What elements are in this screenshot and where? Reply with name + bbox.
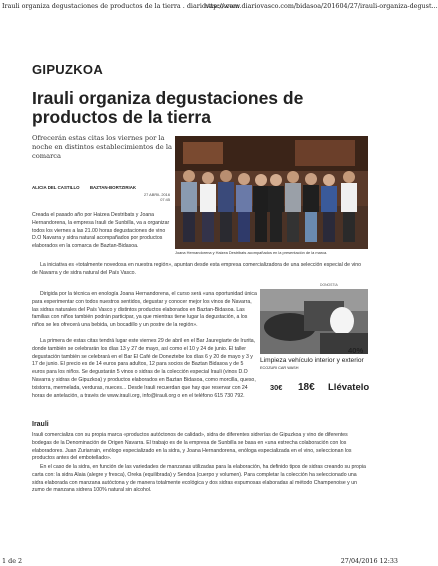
car-cleaning-image <box>260 289 368 354</box>
section-label[interactable]: GIPUZKOA <box>32 62 104 77</box>
page-url[interactable]: http://www.diariovasco.com/bidasoa/201604/27/irauli-organiza-degust... <box>204 2 438 10</box>
page-title: Irauli organiza degustaciones de productos de la tierra . diariovasco.com <box>2 2 240 10</box>
page-number: 1 de 2 <box>2 557 23 565</box>
article-paragraph-1: Creada el pasado año por Haizea Destribats y Joana Hernandorena, la empresa Irauli de Sunbilla, va a organizar todos los viernes a las 21.00 horas degustaciones de vino D.O Navarra y sidra natural acompañados por productos elaborados en la comarca de Baztan-Bidasoa. <box>32 212 170 250</box>
article-paragraph-2: La iniciativa es «totalmente novedosa en nuestra región», apuntan desde esta empresa comercializadora de una selección especial de vino de Navarra y de sidra natural del País Vasco. <box>32 262 361 276</box>
article-paragraph-6: En el caso de la sidra, en función de las variedades de manzanas utilizadas para la elaboración, ha definido tipos de sidras creando su propia carta con: la sidra Alaia (alegre y fresca), Oreka (equilibrada) y Sendoa (cuerpo y volumen). Para completar la colección ha seleccionado una sidra elaborada con manzana autóctona y de manera totalmente ecológica y dos sidras espumosas elaboradas al método Champenoise y un zumo de manzana sidrera 100% natural sin alcohol. <box>32 464 366 494</box>
ad-sponsor: DONOSTIA <box>320 283 338 287</box>
subheading: Irauli <box>32 421 49 428</box>
article-subtitle: Ofrecerán estas citas los viernes por la noche en distintos establecimientos de la comarca <box>32 134 172 160</box>
dateline <box>100 192 170 202</box>
article-paragraph-3: Dirigida por la técnica en enología Joana Hernandorena, el curso será «una oportunidad única para experimentar con todos nuestros sentidos, degustar y conocer mejor los vinos de Navarra, las sidras naturales del País Vasco y distintos productos elaborados en Baztan-Bidasoa. Las familias con niños también podrán participar, ya que mientras tiene lugar la degustación, a los niños se les ofrecerá una bebida, un bocadillo y un postre de la región». <box>32 291 257 329</box>
ad-new-price: 18€ <box>298 382 315 393</box>
article-title: Irauli organiza degustaciones de productos de la tierra <box>32 88 304 127</box>
ad-old-price: 30€ <box>270 383 283 392</box>
ad-discount: 40% <box>348 346 364 355</box>
browser-footer <box>0 557 400 566</box>
ad-subtitle: ECOZURI CAR WASH <box>260 366 299 370</box>
ad-title[interactable]: Limpieza vehículo interior y exterior <box>260 357 364 364</box>
article-photo[interactable] <box>175 136 368 249</box>
article-time: 07:45 <box>160 197 170 202</box>
print-timestamp: 27/04/2016 12:33 <box>340 557 398 565</box>
article-date: 27 ABRIL 2016 <box>143 192 170 197</box>
ad-image[interactable] <box>260 289 368 354</box>
article-paragraph-5: Irauli comercializa con su propia marca «productos autóctonos de calidad», sidra de diferentes sidrerías de Gipuzkoa y vino de diferentes bodegas de la Denominación de Origen Navarra. El trabajo es de la empresa de Sunbilla se basa en «una estrecha colaboración con los elaboradores. Juan Zuriarrain, enólogo especializado en la sidra, y Joana Hernandorena, enóloga especializada en el vino, seleccionan los productos antes del embotellado». <box>32 432 352 462</box>
author[interactable]: ALICIA DEL CASTILLO <box>32 185 80 190</box>
byline <box>32 185 145 190</box>
photo-caption: Joana Hernandorena y Haizea Destribats acompañados en la presentación de la marca. <box>175 250 328 255</box>
group-photo-image <box>175 136 368 249</box>
location: BAZTAN-BORTZIRIAK <box>89 185 137 190</box>
article-paragraph-4: La primera de estas citas tendrá lugar este viernes 29 de abril en el Bar Jauregiarte de Irurita, donde también se celebrarán los días 13 y 27 de mayo, así como el 10 y 24 de junio. El taller degustación también se celebrará en el Bar El Café de Doneztebe los días 6 y 20 de mayo y 3 y 17 de junio. El precio es de 14 euros para adultos, 12 para socios de Baztan Bidasoa y de 5 euros para los niños. Se degustarán 5 vinos o sidras de la colección especial Irauli (vinos D.O Navarra y sidras de Gipuzkoa) y productos elaborados en Baztan Bidasoa, como morcilla, queso, txistorra, mermelada, verduras, nueces... Desde Irauli recuerdan que hay que reservar con 24 horas de antelación, a través de www.irauli.org, info@irauli.org o en el teléfono 615 730 792. <box>32 338 256 399</box>
ad-cta-button[interactable]: Llévatelo <box>328 382 370 393</box>
browser-header <box>0 0 438 12</box>
